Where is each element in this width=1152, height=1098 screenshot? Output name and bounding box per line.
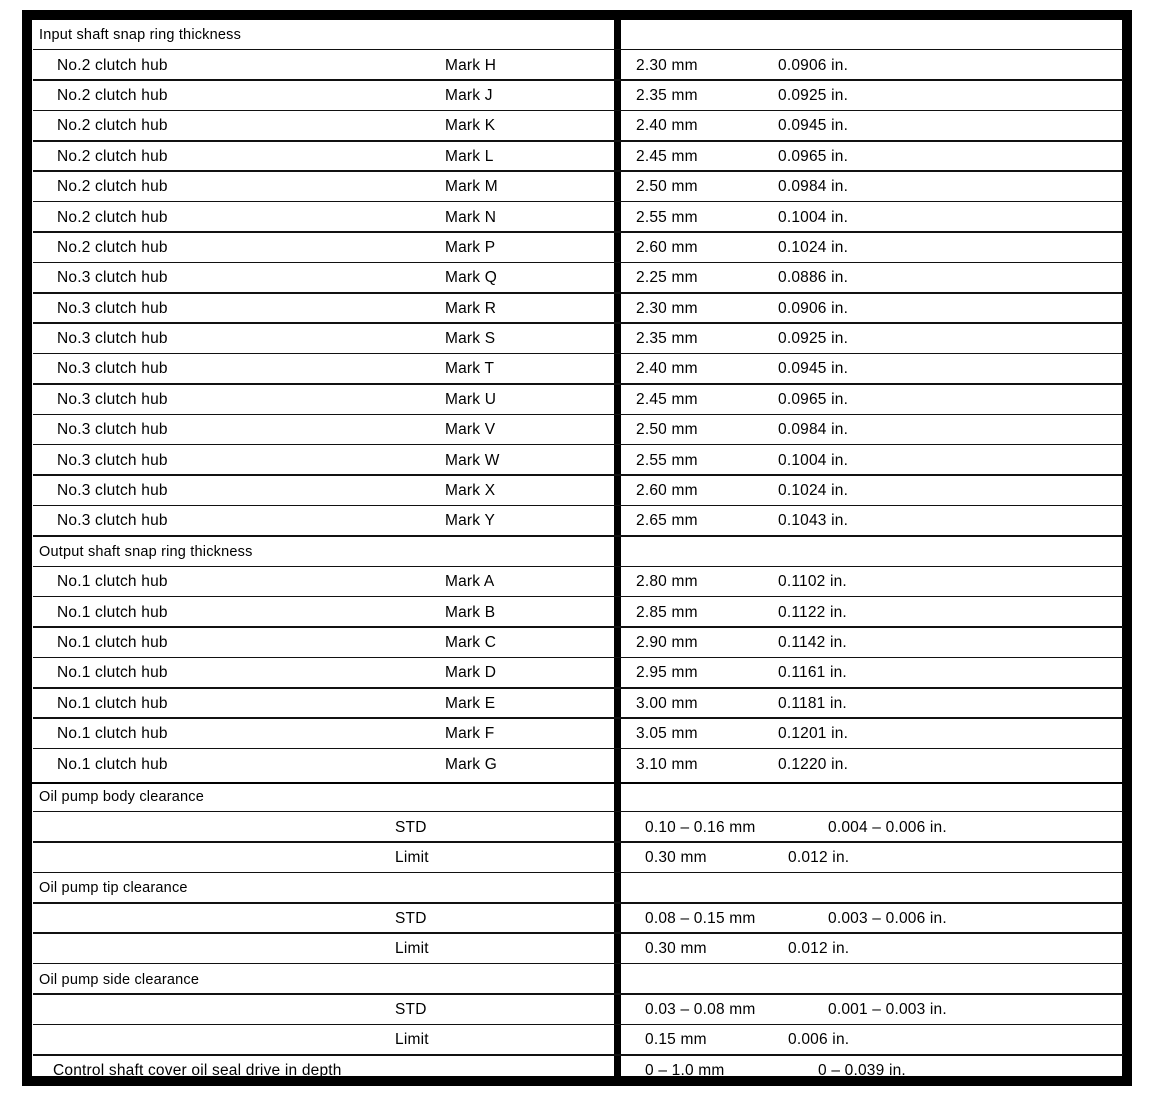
part-name: No.2 clutch hub [57, 147, 168, 165]
part-name: No.2 clutch hub [57, 178, 168, 196]
thickness-in: 0.0984 in. [778, 421, 849, 439]
thickness-in: 0.0906 in. [778, 299, 849, 317]
thickness-in: 0.0886 in. [778, 269, 849, 287]
thickness-in: 0.0906 in. [778, 56, 849, 74]
section-heading: Input shaft snap ring thickness [39, 27, 242, 44]
part-name: No.3 clutch hub [57, 390, 168, 408]
part-mark: Mark Q [445, 269, 498, 287]
table-row [33, 415, 1123, 445]
part-name: No.3 clutch hub [57, 330, 168, 348]
thickness-mm: 3.00 mm [636, 694, 698, 712]
part-mark: Mark E [445, 694, 496, 712]
thickness-in: 0.1161 in. [778, 664, 847, 682]
value-mm: 0.03 – 0.08 mm [645, 1000, 756, 1018]
part-name: No.1 clutch hub [57, 694, 168, 712]
thickness-mm: 2.95 mm [636, 664, 698, 682]
table-row [33, 689, 1123, 719]
part-mark: Mark B [445, 603, 496, 621]
snap-ring-section [33, 20, 1123, 780]
thickness-in: 0.1122 in. [778, 603, 847, 621]
table-row [33, 597, 1123, 627]
limit-label: Limit [395, 848, 429, 866]
table-row [33, 537, 1123, 567]
table-row [33, 324, 1123, 354]
thickness-mm: 2.35 mm [636, 86, 698, 104]
part-mark: Mark U [445, 390, 497, 408]
table-row [33, 506, 1123, 536]
table-row [33, 354, 1123, 384]
table-row [33, 294, 1123, 324]
table-row [33, 385, 1123, 415]
table-row [33, 934, 1123, 964]
thickness-mm: 2.25 mm [636, 269, 698, 287]
thickness-mm: 2.85 mm [636, 603, 698, 621]
table-row [33, 904, 1123, 934]
table-row [33, 873, 1123, 903]
value-in: 0.003 – 0.006 in. [828, 909, 947, 927]
table-row [33, 719, 1123, 749]
thickness-mm: 2.40 mm [636, 360, 698, 378]
thickness-in: 0.0965 in. [778, 390, 849, 408]
part-mark: Mark H [445, 56, 497, 74]
thickness-in: 0.1024 in. [778, 482, 849, 500]
value-in: 0 – 0.039 in. [818, 1061, 906, 1079]
part-mark: Mark R [445, 299, 497, 317]
thickness-mm: 2.50 mm [636, 421, 698, 439]
part-name: No.1 clutch hub [57, 573, 168, 591]
part-mark: Mark W [445, 451, 500, 469]
table-row [33, 50, 1123, 80]
thickness-in: 0.0945 in. [778, 360, 849, 378]
value-in: 0.012 in. [788, 940, 850, 958]
table-row [33, 81, 1123, 111]
thickness-in: 0.0945 in. [778, 117, 849, 135]
thickness-mm: 2.45 mm [636, 390, 698, 408]
part-name: No.1 clutch hub [57, 725, 168, 743]
value-mm: 0.15 mm [645, 1031, 707, 1049]
thickness-in: 0.1220 in. [778, 755, 849, 773]
part-name: No.3 clutch hub [57, 360, 168, 378]
part-mark: Mark N [445, 208, 497, 226]
part-mark: Mark Y [445, 512, 496, 530]
value-mm: 0.30 mm [645, 848, 707, 866]
table-row [33, 202, 1123, 232]
output-shaft-rows [33, 567, 1123, 780]
thickness-in: 0.1043 in. [778, 512, 849, 530]
part-mark: Mark D [445, 664, 497, 682]
table-row [33, 843, 1123, 873]
spec-title: Oil pump side clearance [39, 971, 200, 988]
table-row [33, 812, 1123, 842]
table-row [33, 964, 1123, 994]
spec-title: Control shaft cover oil seal drive in depth [53, 1061, 342, 1079]
thickness-mm: 3.10 mm [636, 755, 698, 773]
oil-pump-section [33, 782, 1123, 1086]
part-name: No.3 clutch hub [57, 451, 168, 469]
table-row [33, 1025, 1123, 1055]
std-label: STD [395, 818, 427, 836]
part-name: No.1 clutch hub [57, 603, 168, 621]
table-row [33, 142, 1123, 172]
thickness-mm: 2.30 mm [636, 299, 698, 317]
part-mark: Mark X [445, 482, 496, 500]
value-mm: 0.10 – 0.16 mm [645, 818, 756, 836]
part-mark: Mark J [445, 86, 493, 104]
thickness-mm: 2.45 mm [636, 147, 698, 165]
spec-title: Oil pump tip clearance [39, 880, 188, 897]
part-name: No.2 clutch hub [57, 208, 168, 226]
thickness-mm: 2.60 mm [636, 482, 698, 500]
thickness-in: 0.0984 in. [778, 178, 849, 196]
thickness-mm: 2.60 mm [636, 238, 698, 256]
table-row [33, 995, 1123, 1025]
section-heading: Output shaft snap ring thickness [39, 543, 253, 560]
part-name: No.3 clutch hub [57, 421, 168, 439]
thickness-in: 0.1181 in. [778, 694, 847, 712]
thickness-mm: 2.50 mm [636, 178, 698, 196]
part-mark: Mark K [445, 117, 496, 135]
thickness-mm: 2.55 mm [636, 451, 698, 469]
part-mark: Mark C [445, 634, 497, 651]
part-name: No.1 clutch hub [57, 634, 168, 651]
thickness-in: 0.1102 in. [778, 573, 847, 591]
table-row [33, 628, 1123, 658]
std-label: STD [395, 909, 427, 927]
std-label: STD [395, 1000, 427, 1018]
thickness-in: 0.1142 in. [778, 634, 847, 651]
table-row [33, 782, 1123, 812]
part-name: No.2 clutch hub [57, 117, 168, 135]
thickness-in: 0.0925 in. [778, 330, 849, 348]
limit-label: Limit [395, 1031, 429, 1049]
table-row [33, 445, 1123, 475]
part-name: No.3 clutch hub [57, 299, 168, 317]
part-mark: Mark S [445, 330, 496, 348]
value-in: 0.001 – 0.003 in. [828, 1000, 947, 1018]
limit-label: Limit [395, 940, 429, 958]
table-row [33, 111, 1123, 141]
thickness-in: 0.1024 in. [778, 238, 849, 256]
thickness-in: 0.0965 in. [778, 147, 849, 165]
value-in: 0.012 in. [788, 848, 850, 866]
value-mm: 0.30 mm [645, 940, 707, 958]
part-mark: Mark M [445, 178, 498, 196]
thickness-in: 0.1004 in. [778, 208, 849, 226]
table-row [33, 233, 1123, 263]
table-row [33, 567, 1123, 597]
part-name: No.3 clutch hub [57, 482, 168, 500]
part-name: No.1 clutch hub [57, 755, 168, 773]
thickness-mm: 2.90 mm [636, 634, 698, 651]
table-row [33, 263, 1123, 293]
thickness-mm: 2.30 mm [636, 56, 698, 74]
thickness-mm: 2.40 mm [636, 117, 698, 135]
thickness-in: 0.1201 in. [778, 725, 849, 743]
table-row [33, 172, 1123, 202]
part-mark: Mark L [445, 147, 494, 165]
part-name: No.2 clutch hub [57, 86, 168, 104]
input-shaft-rows [33, 50, 1123, 536]
part-name: No.2 clutch hub [57, 56, 168, 74]
thickness-in: 0.0925 in. [778, 86, 849, 104]
thickness-mm: 2.35 mm [636, 330, 698, 348]
part-name: No.3 clutch hub [57, 512, 168, 530]
value-mm: 0 – 1.0 mm [645, 1061, 725, 1079]
table-row [33, 20, 1123, 50]
part-mark: Mark G [445, 755, 498, 773]
thickness-in: 0.1004 in. [778, 451, 849, 469]
table-row [33, 476, 1123, 506]
table-row [33, 749, 1123, 779]
table-row [33, 1056, 1123, 1086]
part-name: No.3 clutch hub [57, 269, 168, 287]
value-mm: 0.08 – 0.15 mm [645, 909, 756, 927]
thickness-mm: 3.05 mm [636, 725, 698, 743]
part-mark: Mark P [445, 238, 496, 256]
thickness-mm: 2.65 mm [636, 512, 698, 530]
thickness-mm: 2.55 mm [636, 208, 698, 226]
part-mark: Mark T [445, 360, 495, 378]
part-mark: Mark V [445, 421, 496, 439]
part-name: No.1 clutch hub [57, 664, 168, 682]
part-mark: Mark A [445, 573, 495, 591]
part-mark: Mark F [445, 725, 495, 743]
table-row [33, 658, 1123, 688]
part-name: No.2 clutch hub [57, 238, 168, 256]
thickness-mm: 2.80 mm [636, 573, 698, 591]
spec-title: Oil pump body clearance [39, 789, 204, 806]
value-in: 0.006 in. [788, 1031, 850, 1049]
value-in: 0.004 – 0.006 in. [828, 818, 947, 836]
